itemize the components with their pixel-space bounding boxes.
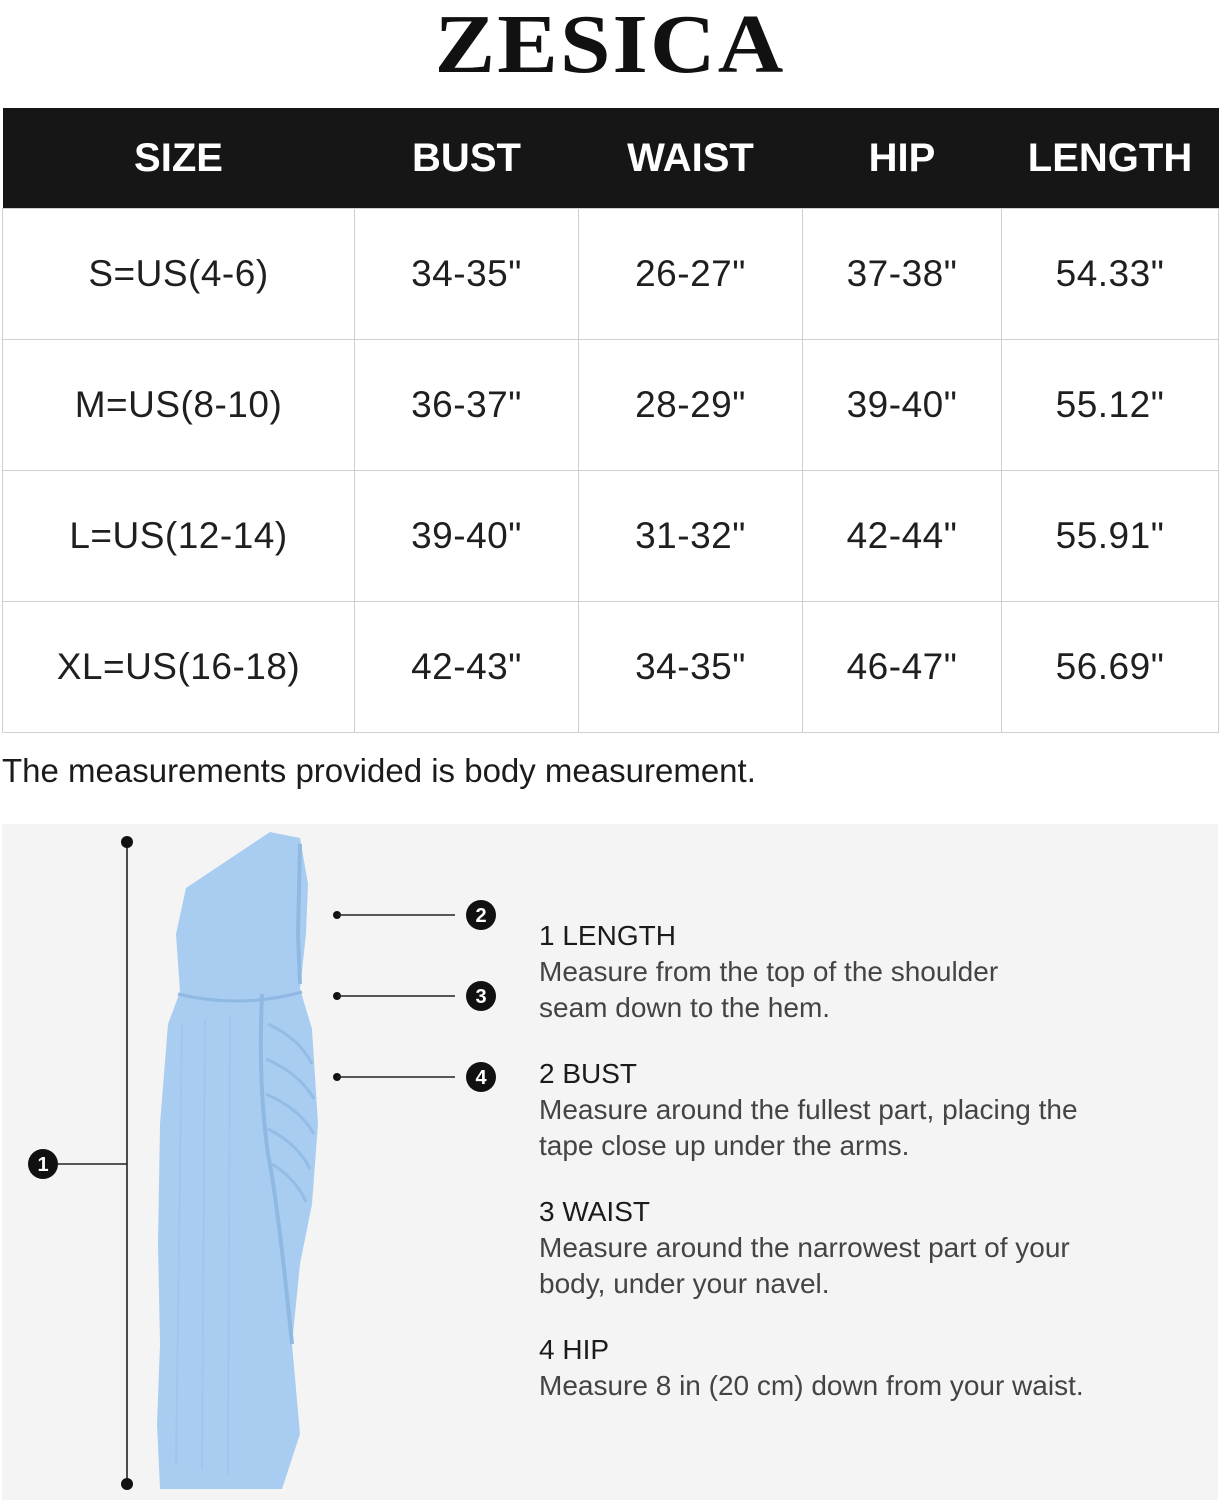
marker-1-label: 1 xyxy=(37,1154,49,1176)
dress-illustration xyxy=(157,832,318,1489)
brand-logo: ZESICA xyxy=(434,0,786,91)
cell-length: 55.12" xyxy=(1002,340,1219,471)
table-row xyxy=(3,602,1219,733)
cell-hip: 46-47" xyxy=(803,602,1002,733)
cell-hip: 39-40" xyxy=(803,340,1002,471)
measurement-note: The measurements provided is body measurement. xyxy=(2,752,756,789)
dress-diagram xyxy=(0,824,520,1500)
bust-pointer-line xyxy=(333,911,455,919)
instruction-title: 3 WAIST xyxy=(539,1196,650,1227)
marker-1 xyxy=(28,1149,58,1179)
cell-hip: 37-38" xyxy=(803,209,1002,340)
instruction-body: Measure around the narrowest part of your body, under your navel. xyxy=(539,1232,1070,1299)
header-waist: WAIST xyxy=(579,108,803,209)
marker-2 xyxy=(466,900,496,930)
instruction-hip xyxy=(539,1332,1199,1404)
waist-pointer-line xyxy=(333,992,455,1000)
cell-hip: 42-44" xyxy=(803,471,1002,602)
marker-4-label: 4 xyxy=(475,1067,487,1089)
instruction-length xyxy=(539,918,1199,1026)
size-chart-table xyxy=(2,108,1219,733)
measurement-instructions xyxy=(539,918,1199,1434)
instruction-body: Measure around the fullest part, placing the tape close up under the arms. xyxy=(539,1094,1078,1161)
marker-3-label: 3 xyxy=(475,986,487,1008)
instruction-title: 1 LENGTH xyxy=(539,920,676,951)
cell-bust: 39-40" xyxy=(355,471,579,602)
instruction-title: 2 BUST xyxy=(539,1058,638,1089)
instruction-title: 4 HIP xyxy=(539,1334,610,1365)
marker-2-label: 2 xyxy=(475,905,487,927)
cell-size: M=US(8-10) xyxy=(3,340,355,471)
header-hip: HIP xyxy=(803,108,1002,209)
cell-length: 56.69" xyxy=(1002,602,1219,733)
table-row xyxy=(3,209,1219,340)
cell-size: S=US(4-6) xyxy=(3,209,355,340)
table-header-row xyxy=(3,108,1219,209)
instruction-waist xyxy=(539,1194,1199,1302)
table-row xyxy=(3,471,1219,602)
cell-waist: 34-35" xyxy=(579,602,803,733)
cell-size: XL=US(16-18) xyxy=(3,602,355,733)
cell-waist: 26-27" xyxy=(579,209,803,340)
hip-pointer-line xyxy=(333,1073,455,1081)
cell-bust: 36-37" xyxy=(355,340,579,471)
marker-4 xyxy=(466,1062,496,1092)
cell-bust: 42-43" xyxy=(355,602,579,733)
cell-waist: 28-29" xyxy=(579,340,803,471)
instruction-body: Measure 8 in (20 cm) down from your waist. xyxy=(539,1370,1084,1401)
cell-size: L=US(12-14) xyxy=(3,471,355,602)
header-length: LENGTH xyxy=(1002,108,1219,209)
cell-waist: 31-32" xyxy=(579,471,803,602)
instruction-bust xyxy=(539,1056,1199,1164)
header-bust: BUST xyxy=(355,108,579,209)
header-size: SIZE xyxy=(3,108,355,209)
length-measure-line xyxy=(56,836,133,1490)
table-row xyxy=(3,340,1219,471)
instruction-body: Measure from the top of the shoulder seam down to the hem. xyxy=(539,956,999,1023)
cell-length: 55.91" xyxy=(1002,471,1219,602)
cell-length: 54.33" xyxy=(1002,209,1219,340)
cell-bust: 34-35" xyxy=(355,209,579,340)
marker-3 xyxy=(466,981,496,1011)
